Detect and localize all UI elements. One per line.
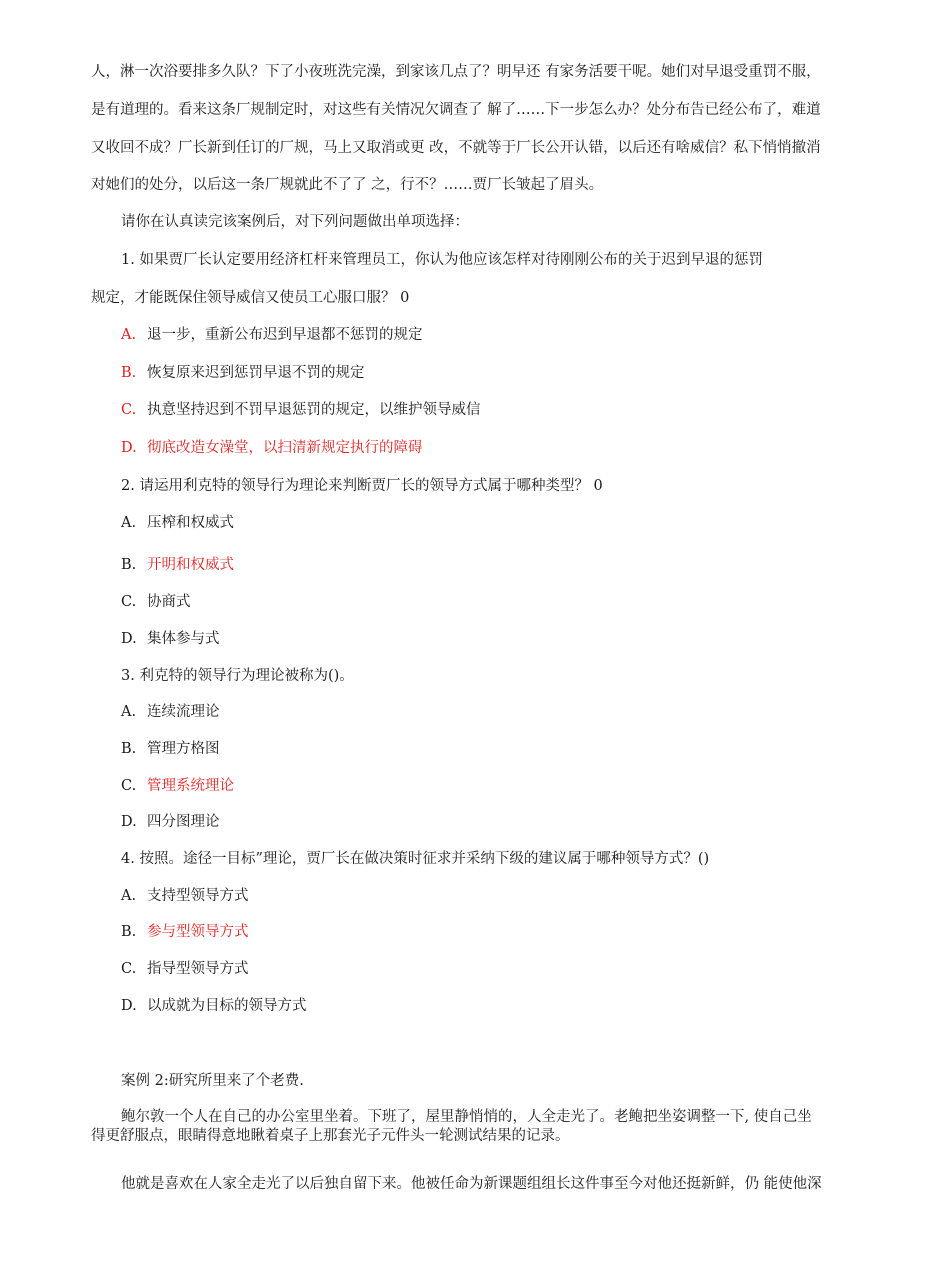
question-3-line-1: 3. 利克特的领导行为理论被称为()。 (121, 668, 354, 684)
q1-option-d (121, 438, 423, 458)
option-text: 管理方格图 (147, 741, 220, 757)
q3-option-c (121, 776, 234, 796)
option-text: 彻底改造女澡堂，以扫清新规定执行的障碍 (147, 440, 423, 456)
q2-option-c (121, 592, 191, 612)
intro-line-4: 对她们的处分，以后这一条厂规就此不了了 之，行不？……贾厂长皱起了眉头。 (91, 177, 604, 193)
question-2-line-1: 2. 请运用利克特的领导行为理论来判断贾厂长的领导方式属于哪种类型？ 0 (121, 478, 603, 494)
case2-title: 案例 2:研究所里来了个老费. (121, 1073, 304, 1089)
option-text: 压榨和权威式 (147, 515, 234, 531)
question-1-line-2: 规定，才能既保住领导威信又使员工心服口服？ 0 (91, 290, 410, 306)
q2-option-a (121, 513, 234, 533)
option-text: 开明和权威式 (147, 557, 234, 573)
q2-option-d (121, 629, 220, 649)
q4-option-c (121, 959, 249, 979)
q4-option-a (121, 886, 249, 906)
question-4-line-1: 4. 按照。途径一目标”理论，贾厂长在做决策时征求并采纳下级的建议属于哪种领导方式？() (121, 851, 710, 867)
option-letter: C. (121, 778, 137, 794)
q3-option-b (121, 739, 220, 759)
option-text: 支持型领导方式 (147, 888, 249, 904)
option-letter: D. (121, 998, 137, 1014)
option-letter: C. (121, 961, 137, 977)
option-letter: B. (121, 741, 137, 757)
q1-option-a (121, 325, 423, 345)
option-letter: A. (121, 515, 137, 531)
q1-option-c (121, 400, 481, 420)
q3-option-a (121, 702, 220, 722)
option-letter: D. (121, 814, 137, 830)
option-letter: B. (121, 365, 137, 381)
option-text: 集体参与式 (147, 631, 220, 647)
option-letter: D. (121, 440, 137, 456)
option-text: 执意坚持迟到不罚早退惩罚的规定，以维护领导威信 (147, 402, 481, 418)
question-1-line-1: 1. 如果贾厂长认定要用经济杠杆来管理员工，你认为他应该怎样对待刚刚公布的关于迟到早退的惩罚 (121, 252, 763, 268)
option-text: 四分图理论 (147, 814, 220, 830)
q3-option-d (121, 812, 220, 832)
case2-para2-line-1: 他就是喜欢在人家全走光了以后独自留下来。他被任命为新课题组组长这件事至今对他还挺新鲜，仍 能使他深 (121, 1176, 822, 1192)
option-letter: B. (121, 557, 137, 573)
case2-para1-line-1: 鲍尔敦一个人在自己的办公室里坐着。下班了，屋里静悄悄的，人全走光了。老鲍把坐姿调整一下, 使自己坐 (121, 1109, 812, 1125)
option-text: 连续流理论 (147, 704, 220, 720)
instruction-text: 请你在认真读完该案例后，对下列问题做出单项选择： (121, 214, 469, 230)
option-text: 以成就为目标的领导方式 (147, 998, 307, 1014)
option-letter: A. (121, 888, 137, 904)
option-text: 退一步，重新公布迟到早退都不惩罚的规定 (147, 327, 423, 343)
option-letter: A. (121, 704, 137, 720)
q2-option-b (121, 555, 234, 575)
option-text: 恢复原来迟到惩罚早退不罚的规定 (147, 365, 365, 381)
intro-line-3: 又收回不成？厂长新到任订的厂规，马上又取消或更 改，不就等于厂长公开认错，以后还有啥威信？私下悄悄撤消 (91, 140, 821, 156)
q4-option-d (121, 996, 307, 1016)
option-letter: C. (121, 402, 137, 418)
option-letter: D. (121, 631, 137, 647)
q1-option-b (121, 363, 365, 383)
intro-line-2: 是有道理的。看来这条厂规制定时，对这些有关情况欠调查了 解了……下一步怎么办？处分布告已经公布了，难道 (91, 102, 821, 118)
option-letter: B. (121, 924, 137, 940)
option-letter: C. (121, 594, 137, 610)
q4-option-b (121, 922, 249, 942)
option-letter: A. (121, 327, 137, 343)
case2-para1-line-2: 得更舒服点，眼睛得意地瞅着桌子上那套光子元件头一轮测试结果的记录。 (91, 1128, 570, 1144)
option-text: 管理系统理论 (147, 778, 234, 794)
option-text: 指导型领导方式 (147, 961, 249, 977)
option-text: 参与型领导方式 (147, 924, 249, 940)
option-text: 协商式 (147, 594, 191, 610)
intro-line-1: 人，淋一次浴要排多久队？下了小夜班洗完澡，到家该几点了？明早还 有家务活要干呢。她们对早退受重罚不服， (91, 64, 821, 80)
